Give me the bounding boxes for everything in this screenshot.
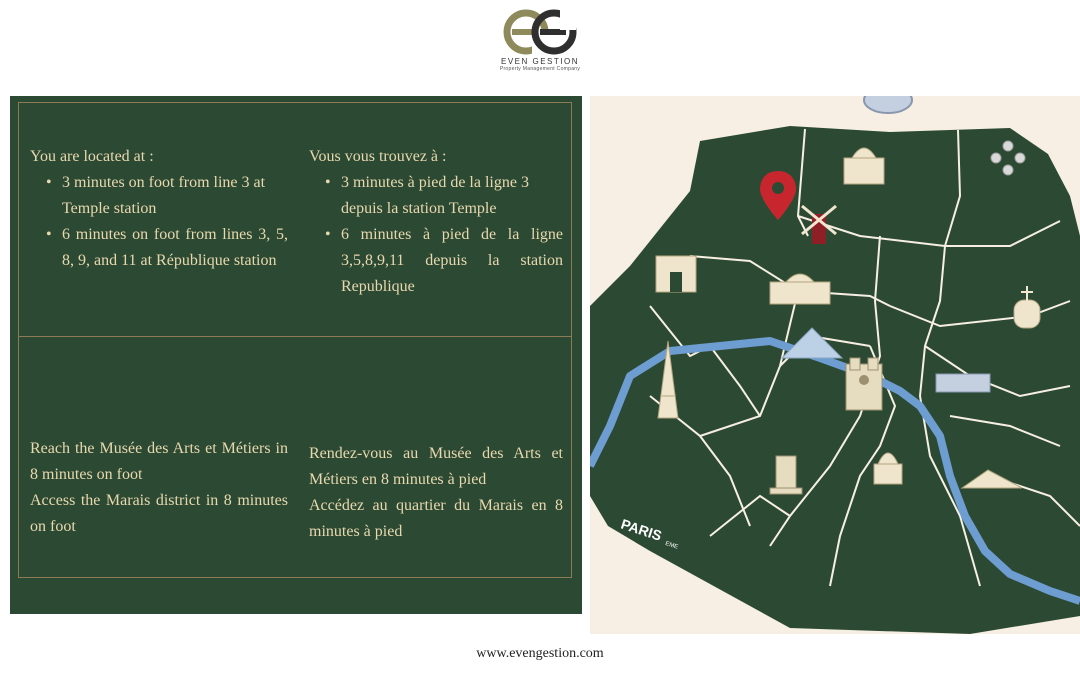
panel-divider <box>18 336 572 337</box>
svg-text:EME: EME <box>664 540 679 551</box>
logo-tagline: Property Management Company <box>499 66 581 72</box>
logo-brand: EVEN GESTION <box>500 57 579 66</box>
arc-de-triomphe-icon <box>656 256 696 292</box>
paris-map <box>590 96 1080 634</box>
en-reach-block <box>30 436 288 540</box>
fr-reach-museum: Rendez-vous au Musée des Arts et Métiers en 8 minutes à pied <box>309 445 563 488</box>
footer-url: www.evengestion.com <box>476 646 604 661</box>
notre-dame-icon <box>846 358 882 410</box>
bercy-arena-icon <box>936 374 990 392</box>
fr-reach-block <box>309 441 563 545</box>
en-item-temple: • 3 minutes on foot from line 3 at Temple station <box>30 170 288 222</box>
logo-mark-icon <box>502 8 578 56</box>
info-panel <box>10 96 582 614</box>
en-location-block <box>30 144 288 274</box>
en-item-republique: • 6 minutes on foot from lines 3, 5, 8, 9, and 11 at République station <box>30 222 288 274</box>
fr-intro: Vous vous trouvez à : <box>309 148 447 165</box>
stadium-icon <box>864 96 912 113</box>
paris-map-svg <box>590 96 1080 634</box>
en-reach-marais: Access the Marais district in 8 minutes on foot <box>30 492 288 535</box>
en-reach-museum: Reach the Musée des Arts et Métiers in 8 minutes on foot <box>30 440 288 483</box>
en-intro: You are located at : <box>30 148 154 165</box>
logo <box>495 8 585 78</box>
fr-location-block <box>309 144 563 300</box>
fr-reach-marais: Accédez au quartier du Marais en 8 minutes à pied <box>309 497 563 540</box>
fr-item-temple: • 3 minutes à pied de la ligne 3 depuis la station Temple <box>309 170 563 222</box>
svg-text:PARIS: PARIS <box>619 515 664 544</box>
fr-item-republique: • 6 minutes à pied de la ligne 3,5,8,9,11 depuis la station Republique <box>309 222 563 300</box>
